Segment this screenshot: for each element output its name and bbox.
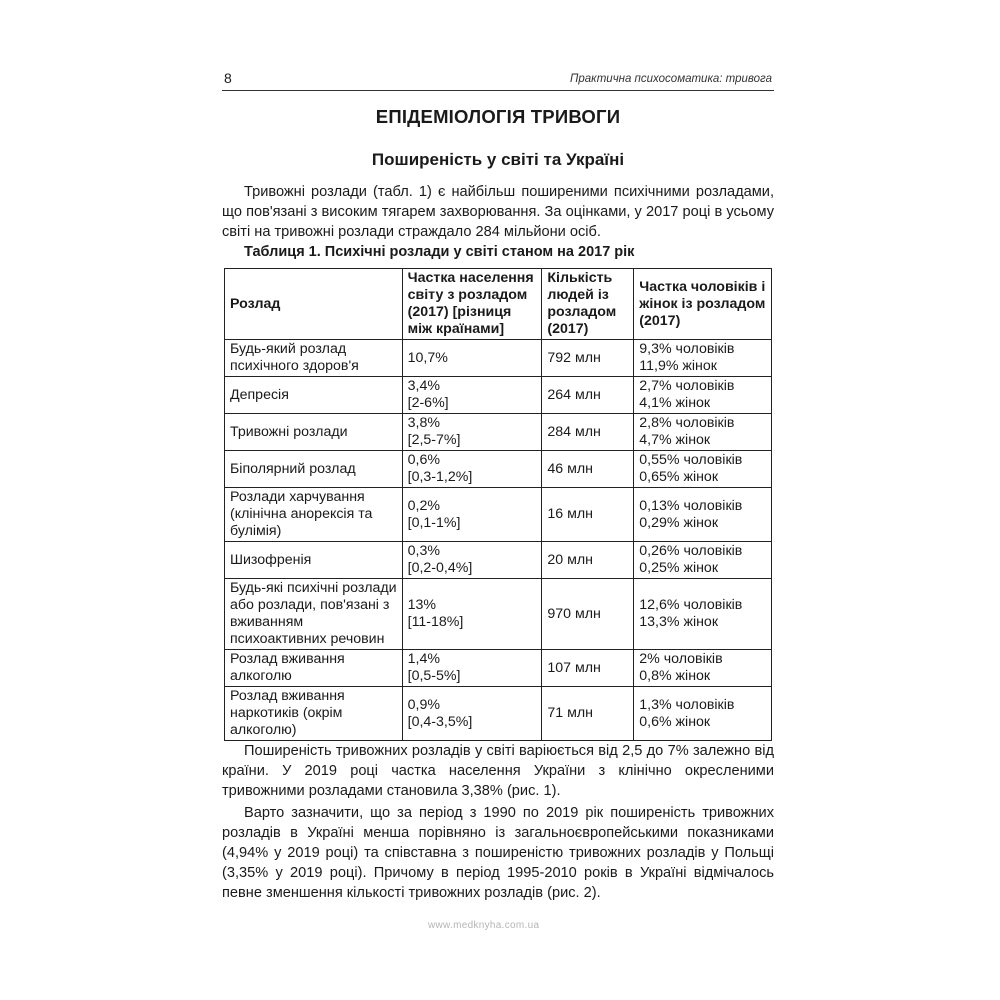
count-cell: 20 млн bbox=[542, 542, 634, 579]
women-share: 0,8% жінок bbox=[639, 668, 711, 684]
share-cell bbox=[402, 650, 542, 687]
disorders-table bbox=[224, 268, 772, 741]
section-title: Поширеність у світі та Україні bbox=[371, 150, 625, 169]
table-row bbox=[225, 687, 772, 741]
women-share: 0,29% жінок bbox=[639, 514, 719, 531]
men-share: 0,13% чоловіків bbox=[639, 497, 743, 514]
share-value: 0,3% bbox=[407, 543, 440, 559]
column-header: Кількість людей із розладом (2017) bbox=[542, 269, 634, 340]
disorder-cell: Розлади харчування (клінічна анорексія та булімія) bbox=[225, 488, 403, 542]
gender-share-cell bbox=[634, 542, 772, 579]
share-cell bbox=[402, 687, 542, 741]
men-share: 9,3% чоловіків bbox=[639, 341, 735, 357]
disorder-cell: Розлад вживання наркотиків (окрім алкоголю) bbox=[225, 687, 403, 741]
share-range: [0,2-0,4%] bbox=[407, 560, 473, 576]
share-range: [2-6%] bbox=[407, 395, 449, 411]
table-row bbox=[225, 650, 772, 687]
share-cell bbox=[402, 340, 542, 377]
chapter-title: ЕПІДЕМІОЛОГІЯ ТРИВОГИ bbox=[375, 106, 621, 127]
share-range: [0,5-5%] bbox=[407, 668, 461, 684]
women-share: 11,9% жінок bbox=[639, 358, 717, 374]
column-header: Частка населення світу з розладом (2017) [різниця між країнами] bbox=[402, 269, 542, 340]
men-share: 2,7% чоловіків bbox=[639, 378, 735, 394]
gender-share-cell bbox=[634, 451, 772, 488]
gender-share-cell bbox=[634, 579, 772, 650]
disorder-cell: Будь-який розлад психічного здоров'я bbox=[225, 340, 403, 377]
footer-watermark: www.medknyha.com.ua bbox=[428, 920, 540, 931]
share-cell bbox=[402, 488, 542, 542]
share-value: 1,4% bbox=[407, 651, 440, 667]
gender-share-cell bbox=[634, 414, 772, 451]
men-share: 12,6% чоловіків bbox=[639, 597, 743, 613]
table-header-row bbox=[225, 269, 772, 340]
disorder-cell: Шизофренія bbox=[225, 542, 403, 579]
count-cell: 46 млн bbox=[542, 451, 634, 488]
share-cell bbox=[402, 377, 542, 414]
table-row bbox=[225, 340, 772, 377]
women-share: 0,6% жінок bbox=[639, 713, 711, 730]
gender-share-cell bbox=[634, 340, 772, 377]
paragraph-ukraine-comparison: Варто зазначити, що за період з 1990 по 2019 рік поширеність тривожних розладів в Україні менша порівняно із загальноєвропейськими показниками (4,94% у 2019 році) та співставна з поширеністю тривожних розладів у Польщі (3,35% у 2019 році). Причому в період 1995-2010 років в Україні відмічалось певне зменшення кількості тривожних розладів (рис. 2). bbox=[222, 805, 774, 901]
gender-share-cell bbox=[634, 488, 772, 542]
disorder-cell: Депресія bbox=[225, 377, 403, 414]
women-share: 0,25% жінок bbox=[639, 560, 719, 576]
women-share: 13,3% жінок bbox=[639, 614, 719, 630]
gender-share-cell bbox=[634, 650, 772, 687]
table-row bbox=[225, 451, 772, 488]
share-value: 13% bbox=[407, 597, 437, 613]
count-cell: 264 млн bbox=[542, 377, 634, 414]
share-cell bbox=[402, 542, 542, 579]
book-page bbox=[222, 68, 774, 948]
count-cell: 71 млн bbox=[542, 687, 634, 741]
share-cell bbox=[402, 579, 542, 650]
share-value: 3,4% bbox=[407, 378, 440, 394]
paragraph-prevalence: Поширеність тривожних розладів у світі варіюється від 2,5 до 7% залежно від країни. У 2019 році частка населення України з клінічно окресленими тривожними розладами становила 3,38% (рис. 1). bbox=[222, 743, 774, 799]
count-cell: 792 млн bbox=[542, 340, 634, 377]
table-row bbox=[225, 414, 772, 451]
share-range: [0,1-1%] bbox=[407, 514, 461, 531]
count-cell: 107 млн bbox=[542, 650, 634, 687]
share-cell bbox=[402, 451, 542, 488]
share-range: [2,5-7%] bbox=[407, 432, 461, 448]
men-share: 0,26% чоловіків bbox=[639, 543, 743, 559]
page-header bbox=[222, 68, 774, 91]
share-value: 0,6% bbox=[407, 452, 440, 468]
disorder-cell: Розлад вживання алкоголю bbox=[225, 650, 403, 687]
share-value: 0,2% bbox=[407, 497, 440, 514]
count-cell: 970 млн bbox=[542, 579, 634, 650]
column-header: Частка чоловіків і жінок із розладом (2017) bbox=[634, 269, 772, 340]
women-share: 4,7% жінок bbox=[639, 432, 711, 448]
page-number: 8 bbox=[224, 70, 232, 86]
women-share: 4,1% жінок bbox=[639, 395, 711, 411]
share-range: [0,4-3,5%] bbox=[407, 713, 473, 730]
gender-share-cell bbox=[634, 377, 772, 414]
intro-paragraph: Тривожні розлади (табл. 1) є найбільш поширеними психічними розладами, що пов'язані з високим тягарем захворювання. За оцінками, у 2017 році в усьому світі на тривожні розлади страждало 284 мільйони осіб. bbox=[222, 184, 774, 240]
men-share: 0,55% чоловіків bbox=[639, 452, 743, 468]
share-value: 3,8% bbox=[407, 415, 440, 431]
share-range: [11-18%] bbox=[407, 614, 464, 630]
table-row bbox=[225, 542, 772, 579]
disorder-cell: Будь-які психічні розлади або розлади, пов'язані з вживанням психоактивних речовин bbox=[225, 579, 403, 650]
men-share: 2% чоловіків bbox=[639, 651, 723, 667]
column-header: Розлад bbox=[225, 269, 403, 340]
women-share: 0,65% жінок bbox=[639, 469, 719, 485]
share-cell bbox=[402, 414, 542, 451]
table-row bbox=[225, 488, 772, 542]
table-row bbox=[225, 579, 772, 650]
running-title: Практична психосоматика: тривога bbox=[570, 73, 772, 85]
disorder-cell: Біполярний розлад bbox=[225, 451, 403, 488]
table-caption: Таблиця 1. Психічні розлади у світі станом на 2017 рік bbox=[244, 244, 635, 260]
share-value: 10,7% bbox=[407, 349, 448, 366]
table-row bbox=[225, 377, 772, 414]
count-cell: 16 млн bbox=[542, 488, 634, 542]
men-share: 2,8% чоловіків bbox=[639, 415, 735, 431]
men-share: 1,3% чоловіків bbox=[639, 696, 735, 713]
share-value: 0,9% bbox=[407, 696, 440, 713]
count-cell: 284 млн bbox=[542, 414, 634, 451]
gender-share-cell bbox=[634, 687, 772, 741]
disorder-cell: Тривожні розлади bbox=[225, 414, 403, 451]
share-range: [0,3-1,2%] bbox=[407, 469, 473, 485]
